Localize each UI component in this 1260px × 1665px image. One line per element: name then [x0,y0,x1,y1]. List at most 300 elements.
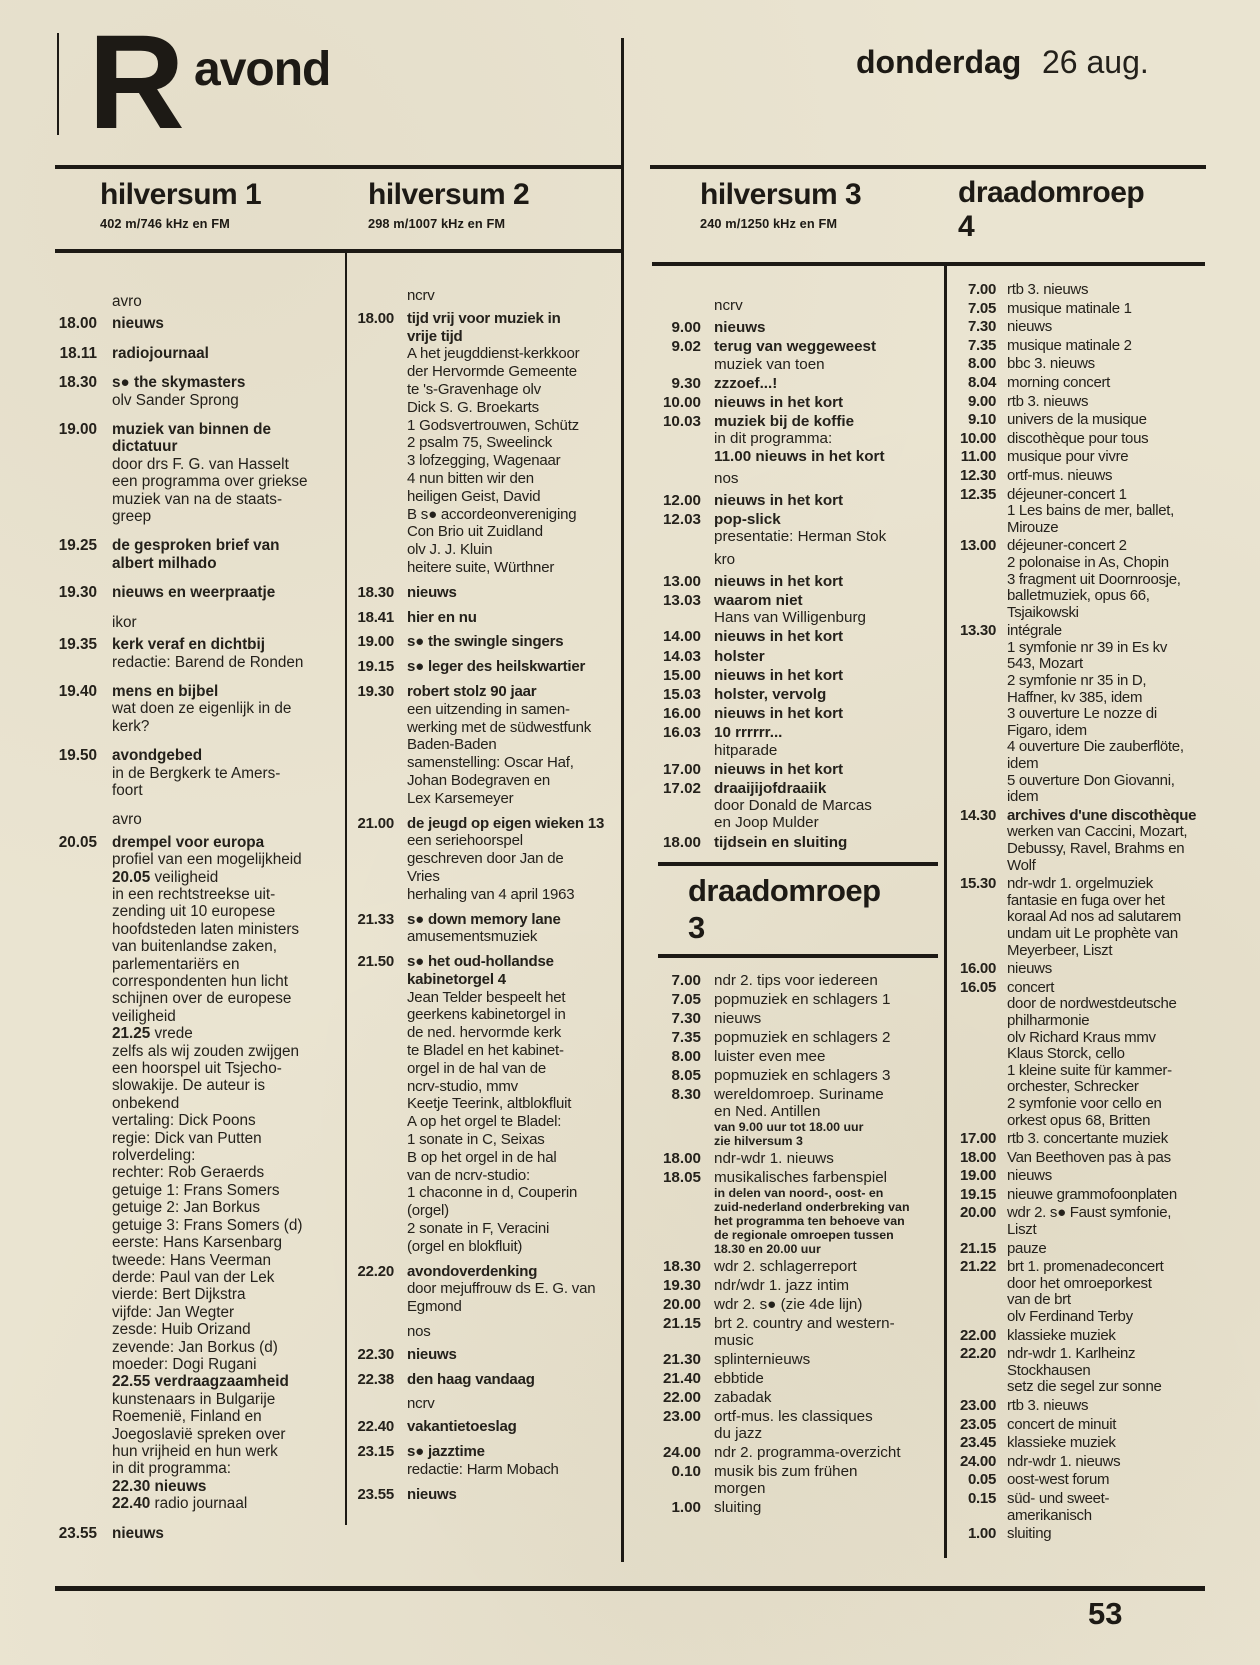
schedule-entry [55,345,335,362]
entry-time: 16.00 [662,705,701,723]
entry-time: 1.00 [968,1525,996,1543]
schedule-entry [655,1258,943,1275]
station-header-hilversum-1 [100,178,261,231]
entry-line: sluiting [1007,1525,1052,1543]
entry-line: nieuws [112,1524,164,1542]
entry-line: getuige 2: Jan Borkus [112,1199,260,1217]
entry-time: 7.00 [671,972,701,989]
entry-line: concert de minuit [1007,1415,1117,1433]
entry-line: (orgel) [407,1202,449,1220]
entry-time: 11.00 [960,448,996,466]
schedule-entry [55,421,335,525]
entry-line: orkest opus 68, Britten [1007,1111,1151,1129]
schedule-entry [950,1168,1208,1185]
entry-time: 9.00 [968,392,996,410]
entry-time: 18.00 [662,833,701,851]
entry-time: 22.00 [959,1326,996,1344]
station-frequency: 298 m/1007 kHz en FM [368,216,506,231]
entry-line: déjeuner-concert 2 [1007,537,1127,555]
entry-line: Vries [407,867,440,885]
schedule-entry [950,1187,1208,1204]
entry-time: 0.15 [968,1489,996,1507]
entry-line: nieuws [714,1010,762,1027]
entry-time: 23.45 [959,1434,996,1452]
schedule-entry [655,686,940,703]
entry-line: rtb 3. nieuws [1007,1397,1089,1414]
entry-line: ortf-mus. nieuws [1007,466,1113,484]
entry-line: 22.30 nieuws [112,1477,207,1495]
entry-line: nieuws in het kort [714,705,844,723]
station-name: draadomroep [958,176,1145,209]
entry-line: tweede: Hans Veerman [112,1251,272,1269]
entry-line: Keetje Teerink, altblokfluit [407,1095,572,1113]
entry-line: correspondenten hun licht [112,973,289,990]
entry-line: Meyerbeer, Liszt [1007,941,1113,959]
entry-line: Mirouze [1007,518,1059,536]
entry-line: een seriehoorspel [407,832,523,850]
schedule-entry [950,449,1208,466]
entry-time: 20.00 [662,1296,701,1313]
entry-line: vertaling: Dick Poons [112,1112,256,1130]
schedule-entry [950,1131,1208,1148]
entry-line: rtb 3. nieuws [1007,392,1089,410]
entry-time: 15.30 [959,875,996,893]
schedule-entry [655,1296,943,1313]
entry-line: univers de la musique [1007,411,1147,429]
schedule-entry [655,1389,943,1406]
section-name: draadomroep [688,873,881,908]
broadcaster-label: ikor [112,613,137,631]
entry-line: holster, vervolg [714,686,827,704]
entry-line: nieuws in het kort [714,572,844,590]
schedule-entry [950,319,1208,336]
entry-line: pauze [1007,1239,1047,1257]
entry-line: albert milhado [112,554,217,572]
entry-time: 9.02 [671,338,701,356]
entry-line: door drs F. G. van Hasselt [112,455,289,473]
schedule-entry [655,667,940,684]
schedule-column-draadomroep-3 [655,972,943,1518]
entry-line: schijnen over de europese [112,990,292,1008]
entry-line: waarom niet [714,592,803,610]
entry-line: terug van weggeweest [714,338,877,356]
schedule-entry [950,980,1208,1129]
entry-line: kerk? [112,717,150,735]
schedule-entry [655,724,940,758]
entry-line: door de nordwestdeutsche [1007,995,1177,1013]
entry-line: foort [112,781,143,799]
entry-line: door Donald de Marcas [714,797,872,815]
entry-line: 22.55 verdraagzaamheid [112,1373,289,1391]
entry-line: de jeugd op eigen wieken 13 [407,814,605,832]
entry-line: te 's-Gravenhage olv [407,380,541,398]
entry-line: te Bladel en het kabinet- [407,1042,564,1060]
entry-line: 20.05 veiligheid [112,868,219,886]
entry-line: 22.40 radio journaal [112,1495,248,1513]
entry-line: déjeuner-concert 1 [1007,485,1127,503]
entry-line: hoofdsteden laten ministers [112,920,300,938]
schedule-entry [950,1241,1208,1258]
entry-line: orgel in de hal van de [407,1059,547,1077]
entry-line: muziek van binnen de [112,421,271,439]
footer-rule [55,1586,1205,1591]
schedule-entry [950,808,1208,874]
entry-line: in een rechtstreekse uit- [112,885,276,903]
entry-line: A op het orgel te Bladel: [407,1113,562,1131]
schedule-entry [950,538,1208,621]
entry-line: musik bis zum frühen [714,1463,858,1480]
entry-line: de gesproken brief van [112,537,280,555]
entry-time: 13.03 [662,592,701,610]
schedule-entry [950,487,1208,537]
schedule-entry [950,412,1208,429]
entry-line: wdr 2. schlagerreport [714,1258,857,1275]
schedule-entry [352,1263,622,1316]
entry-line: heitere suite, Würthner [407,558,555,576]
schedule-entry [55,683,335,735]
entry-time: 18.11 [59,344,97,362]
entry-line: onbekend [112,1094,180,1112]
entry-line: Lex Karsemeyer [407,789,514,807]
entry-line: van de brt [1007,1291,1071,1309]
entry-line: radiojournaal [112,344,209,362]
entry-line: Con Brio uit Zuidland [407,523,543,541]
entry-time: 8.30 [671,1086,701,1103]
entry-time: 22.40 [357,1418,394,1436]
entry-time: 20.05 [58,833,97,851]
schedule-entry [950,356,1208,373]
entry-line: Dick S. G. Broekarts [407,398,539,416]
entry-line: musique pour vivre [1007,448,1129,466]
entry-line: profiel van een mogelijkheid [112,851,302,869]
entry-line: den haag vandaag [407,1370,535,1388]
entry-line: Tsjaikowski [1007,603,1079,621]
entry-line: B s● accordeonvereniging [407,505,577,523]
entry-line: musikalisches farbenspiel [714,1169,888,1186]
entry-line: undam uit Le prophète van [1007,924,1178,942]
schedule-entry [655,413,940,465]
broadcaster-label: nos [407,1323,431,1341]
entry-line: kerk veraf en dichtbij [112,636,266,654]
column-divider-1-2 [345,253,347,1525]
entry-line: 2 symfonie nr 35 in D, [1007,672,1147,690]
entry-time: 22.30 [357,1345,394,1363]
entry-line: brt 2. country and western- [714,1315,895,1332]
entry-time: 22.20 [959,1345,996,1363]
entry-line: s● het oud-hollandse [407,953,554,971]
entry-time: 22.00 [662,1389,701,1406]
entry-line: 1 sonate in C, Seixas [407,1131,545,1149]
schedule-entry [950,375,1208,392]
entry-line: robert stolz 90 jaar [407,682,537,700]
entry-time: 8.00 [671,1048,701,1065]
entry-time: 17.00 [662,760,701,778]
entry-line: rolverdeling: [112,1147,196,1165]
entry-time: 21.00 [357,814,394,832]
entry-line: 543, Mozart [1007,655,1083,673]
entry-time: 8.05 [671,1067,701,1084]
schedule-entry [655,394,940,411]
entry-time: 8.00 [968,355,996,373]
entry-line: nieuws [112,315,164,333]
entry-line: nieuws [407,1485,457,1503]
entry-line: redactie: Barend de Ronden [112,653,304,671]
entry-line: Roemenië, Finland en [112,1408,262,1426]
entry-line: ndr 2. tips voor iedereen [714,972,878,989]
schedule-entry [655,761,940,778]
schedule-entry [950,431,1208,448]
entry-time: 10.00 [959,429,996,447]
entry-time: 23.00 [959,1397,996,1414]
entry-line: s● the skymasters [112,374,246,392]
entry-line: vierde: Bert Dijkstra [112,1286,246,1304]
entry-line: amerikanisch [1007,1506,1092,1524]
entry-time: 23.05 [959,1415,996,1433]
entry-line: nieuws in het kort [714,394,844,412]
schedule-entry [950,1398,1208,1415]
schedule-entry [352,584,622,602]
entry-time: 19.30 [58,584,97,602]
entry-line: Haffner, kv 385, idem [1007,688,1143,706]
entry-time: 19.00 [58,421,97,439]
schedule-entry [352,1418,622,1436]
entry-line: eerste: Hans Karsenbarg [112,1234,283,1252]
entry-line: geerkens kabinetorgel in [407,1006,566,1024]
entry-line: philharmonie [1007,1011,1090,1029]
entry-time: 0.05 [968,1471,996,1489]
entry-time: 7.30 [968,318,996,336]
entry-line: greep [112,508,152,526]
schedule-column-hilversum-3 [655,292,940,853]
entry-line: presentatie: Herman Stok [714,528,887,546]
entry-line: discothèque pour tous [1007,429,1149,447]
schedule-entry [655,1499,943,1516]
entry-line: herhaling van 4 april 1963 [407,885,575,903]
schedule-entry [655,511,940,545]
schedule-entry [655,592,940,626]
entry-line: vrije tijd [407,327,463,345]
entry-line: hun vrijheid en hun werk [112,1442,278,1460]
schedule-entry [950,1328,1208,1345]
entry-line: veiligheid [112,1007,176,1025]
schedule-entry [950,1259,1208,1325]
entry-line: heiligen Geist, David [407,487,541,505]
entry-line: 10 rrrrrr... [714,724,783,742]
entry-line: sluiting [714,1499,762,1516]
entry-line: door mejuffrouw ds E. G. van [407,1280,596,1298]
entry-line: wdr 2. s● Faust symfonie, [1007,1204,1172,1222]
schedule-entry [950,1454,1208,1471]
schedule-entry [55,537,335,572]
entry-time: 14.30 [959,806,996,824]
page-number: 53 [1088,1596,1123,1631]
entry-time: 7.00 [968,281,996,298]
entry-line: 4 ouverture Die zauberflöte, [1007,738,1184,756]
entry-time: 21.33 [357,910,394,928]
entry-line: werken van Caccini, Mozart, [1007,823,1188,841]
entry-line: zevende: Jan Borkus (d) [112,1338,278,1356]
entry-line: 2 symfonie voor cello en [1007,1094,1162,1112]
entry-line: popmuziek en schlagers 1 [714,991,891,1008]
entry-line: in delen van noord-, oost- en [714,1186,884,1200]
entry-line: splinternieuws [714,1351,811,1368]
entry-line: amusementsmuziek [407,928,538,946]
schedule-entry [655,1086,943,1148]
entry-line: Johan Bodegraven en [407,771,550,789]
entry-line: muziek bij de koffie [714,413,855,431]
schedule-entry [655,1315,943,1349]
entry-line: B op het orgel in de hal [407,1148,557,1166]
schedule-entry [55,374,335,409]
schedule-entry [655,1277,943,1294]
schedule-entry [352,683,622,808]
entry-line: du jazz [714,1425,763,1442]
entry-line: Joegoslavië spreken over [112,1425,286,1443]
entry-time: 21.15 [662,1315,701,1332]
station-name: hilversum 1 [100,178,262,211]
entry-line: orchester, Schrecker [1007,1078,1139,1096]
entry-line: Egmond [407,1298,462,1316]
schedule-entry [55,315,335,332]
entry-line: A het jeugddienst-kerkkoor [407,345,580,363]
schedule-entry [655,492,940,509]
entry-line: setz die segel zur sonne [1007,1378,1162,1396]
schedule-entry [655,1370,943,1387]
entry-line: en Ned. Antillen [714,1103,821,1120]
entry-line: regie: Dick van Putten [112,1129,262,1147]
schedule-entry [950,1435,1208,1452]
entry-time: 22.38 [357,1370,394,1388]
schedule-entry [950,394,1208,411]
schedule-entry [352,1443,622,1479]
entry-line: 5 ouverture Don Giovanni, [1007,771,1175,789]
schedule-entry [655,780,940,832]
entry-line: ncrv-studio, mmv [407,1077,518,1095]
entry-time: 21.30 [662,1351,701,1368]
entry-line: s● down memory lane [407,910,561,928]
entry-time: 19.00 [959,1167,996,1185]
entry-time: 19.40 [58,682,97,700]
entry-line: derde: Paul van der Lek [112,1268,275,1286]
subheader-rule-left [55,249,622,253]
station-name: hilversum 2 [368,178,530,211]
entry-time: 21.50 [357,953,394,971]
entry-time: 23.00 [662,1408,701,1425]
entry-time: 17.02 [662,780,701,798]
entry-line: nieuws in het kort [714,628,844,646]
entry-line: wdr 2. s● (zie 4de lijn) [714,1296,863,1313]
entry-line: en Joop Mulder [714,814,819,832]
entry-time: 18.00 [959,1148,996,1166]
entry-line: wat doen ze eigenlijk in de [112,700,292,718]
schedule-entry [55,636,335,671]
entry-line: ortf-mus. les classiques [714,1408,873,1425]
entry-line: 1 Les bains de mer, ballet, [1007,502,1175,520]
entry-time: 9.10 [968,411,996,429]
entry-time: 13.00 [662,572,701,590]
entry-time: 23.15 [357,1443,394,1461]
entry-line: s● the swingle singers [407,633,564,651]
header-rule-left [55,165,622,169]
entry-line: musique matinale 1 [1007,299,1132,317]
entry-time: 18.41 [357,608,394,626]
schedule-entry [950,623,1208,806]
page-edge-line [57,33,59,135]
schedule-entry [352,633,622,651]
entry-line: Debussy, Ravel, Brahms en [1007,840,1185,857]
entry-time: 18.30 [58,374,97,392]
schedule-entry [655,1408,943,1442]
entry-line: ndr/wdr 1. jazz intim [714,1277,850,1294]
entry-line: olv Richard Kraus mmv [1007,1028,1156,1046]
schedule-entry [55,834,335,1513]
entry-line: rtb 3. nieuws [1007,281,1089,298]
schedule-entry [655,1169,943,1256]
entry-time: 10.00 [662,394,701,412]
entry-time: 16.00 [959,960,996,978]
schedule-entry [950,468,1208,485]
entry-line: der Hervormde Gemeente [407,363,577,381]
entry-line: rtb 3. concertante muziek [1007,1130,1168,1148]
schedule-entry [655,991,943,1008]
entry-line: van de ncrv-studio: [407,1166,530,1184]
entry-line: olv Ferdinand Terby [1007,1308,1133,1326]
schedule-entry [950,1205,1208,1238]
entry-time: 15.00 [662,666,701,684]
entry-line: geschreven door Jan de [407,850,564,868]
schedule-entry [950,1150,1208,1167]
entry-time: 19.25 [58,537,97,555]
entry-line: nieuws [1007,1167,1052,1185]
entry-time: 19.15 [357,658,394,676]
schedule-entry [655,1150,943,1167]
entry-line: muziek van na de staats- [112,490,283,508]
entry-line: slowakije. De auteur is [112,1077,266,1095]
entry-time: 24.00 [662,1444,701,1461]
entry-line: nieuws in het kort [714,492,844,510]
entry-line: vijfde: Jan Wegter [112,1303,235,1321]
entry-line: idem [1007,755,1039,773]
broadcaster-label: ncrv [714,297,743,314]
schedule-entry [950,1491,1208,1524]
entry-time: 20.00 [959,1204,996,1222]
entry-line: brt 1. promenadeconcert [1007,1258,1164,1276]
entry-line: archives d'une discothèque [1007,806,1197,824]
schedule-entry [655,319,940,336]
entry-time: 18.05 [662,1169,701,1186]
entry-line: kunstenaars in Bulgarije [112,1390,276,1408]
schedule-entry [950,301,1208,318]
schedule-entry [352,1371,622,1389]
entry-time: 21.22 [959,1258,996,1276]
entry-time: 7.35 [671,1029,701,1046]
entry-line: luister even mee [714,1048,826,1065]
schedule-entry [655,1351,943,1368]
entry-line: Liszt [1007,1221,1037,1239]
schedule-entry [950,1526,1208,1543]
schedule-entry [55,1525,335,1542]
entry-line: 3 ouverture Le nozze di [1007,705,1157,723]
entry-time: 9.30 [671,374,701,392]
schedule-column-draadomroep-4 [950,282,1208,1545]
entry-line: zie hilversum 3 [714,1134,803,1148]
entry-time: 12.30 [959,466,996,484]
entry-line: koraal Ad nos ad salutarem [1007,908,1181,926]
schedule-entry [655,1010,943,1027]
entry-line: vakantietoeslag [407,1418,517,1436]
entry-line: Figaro, idem [1007,721,1087,739]
entry-time: 23.55 [357,1485,394,1503]
